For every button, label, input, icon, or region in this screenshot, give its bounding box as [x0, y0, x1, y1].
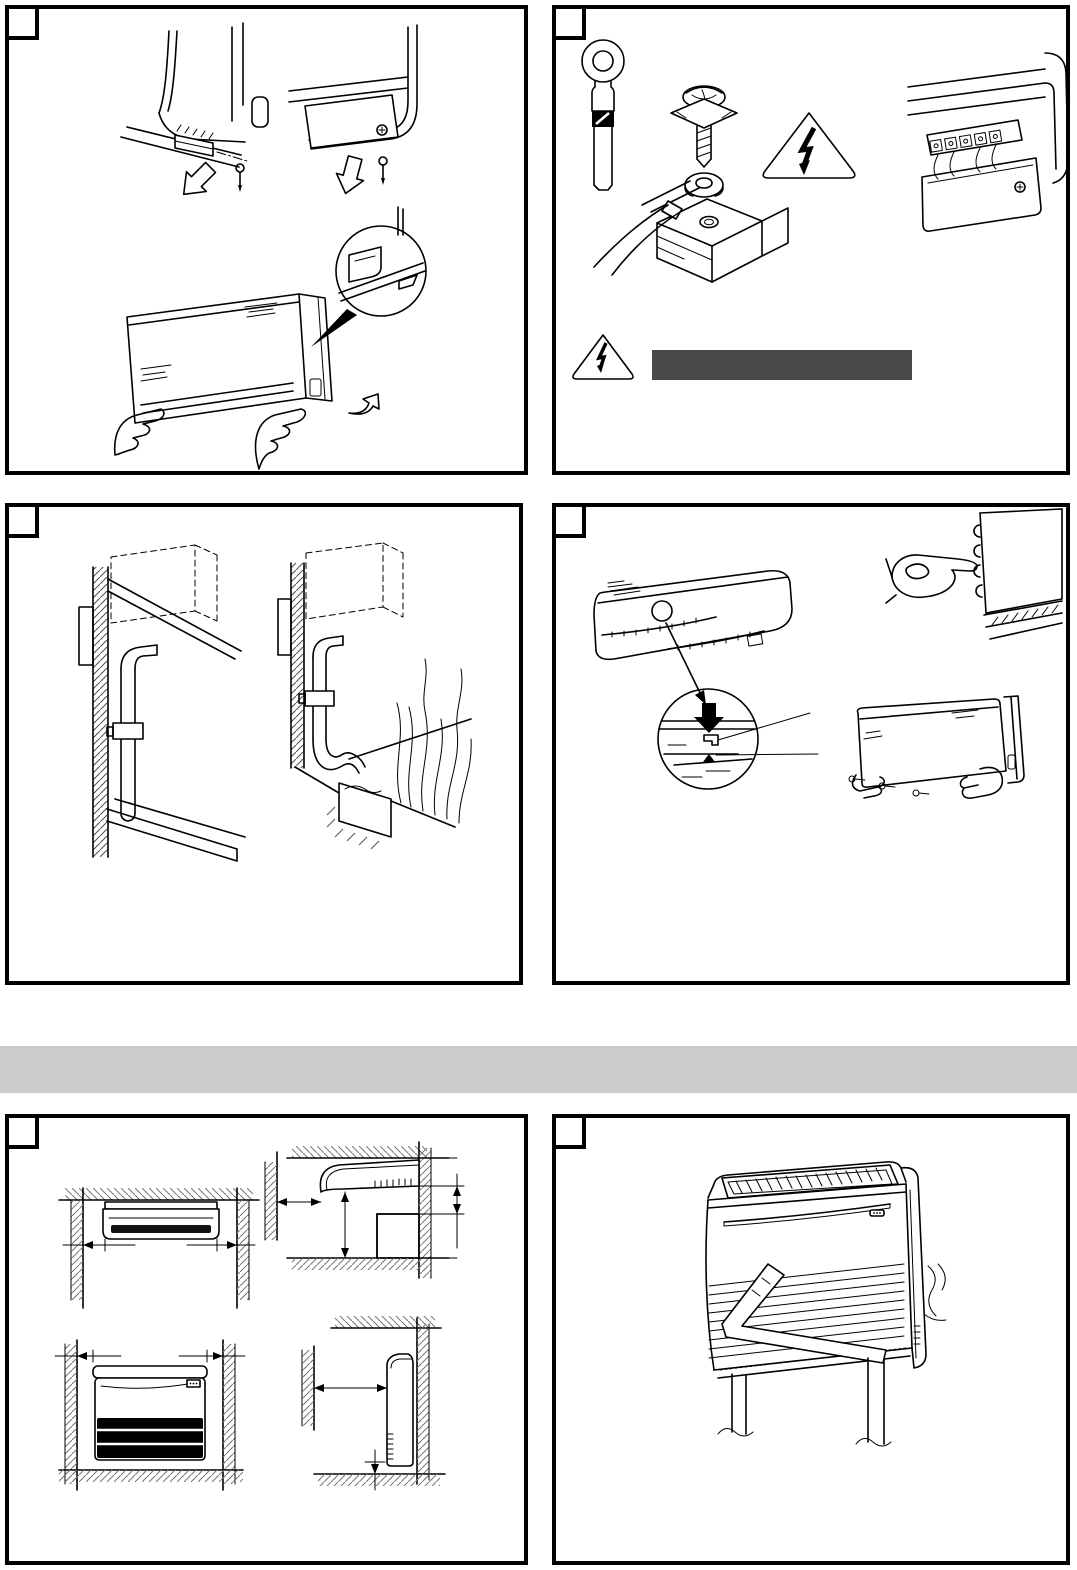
terminal-screw-block-figure — [594, 86, 788, 282]
panel-2-drawing — [556, 9, 1066, 471]
pull-direction-arrow — [332, 154, 369, 197]
unit-bottom-screw-removal-figure — [121, 23, 268, 204]
front-panel-removal-figure — [849, 696, 1024, 798]
figure-panel-4 — [552, 503, 1070, 985]
step-number-box — [9, 1118, 39, 1149]
pull-direction-arrow — [174, 158, 221, 205]
warning-note-bar — [652, 350, 912, 380]
section-divider-bar — [0, 1046, 1077, 1093]
warning-note — [573, 335, 912, 380]
high-voltage-triangle-icon — [573, 335, 633, 379]
front-grille-latch-figure — [594, 571, 818, 789]
panel-4-drawing — [556, 507, 1066, 981]
step-number-box — [556, 9, 586, 40]
panel-1-drawing — [9, 9, 524, 471]
rotate-direction-arrow — [349, 394, 379, 414]
high-voltage-triangle-icon — [763, 113, 855, 178]
screw-icon — [379, 157, 387, 185]
step-number-box — [9, 9, 39, 40]
latch-zoom-circle — [658, 689, 818, 789]
pointing-hand — [886, 555, 977, 603]
figure-panel-6 — [552, 1114, 1070, 1565]
clearance-side-console-figure — [302, 1316, 445, 1490]
clearance-side-obstacle-figure — [265, 1142, 464, 1278]
ring-terminal-figure — [582, 40, 624, 190]
step-number-box — [556, 1118, 586, 1149]
weeds — [397, 659, 471, 823]
clearance-front-console-figure — [55, 1340, 245, 1490]
terminal-cover-open-figure — [908, 53, 1066, 231]
figure-panel-3 — [5, 503, 523, 985]
step-number-box — [9, 507, 39, 538]
hook-detail-zoom-circle — [311, 207, 426, 347]
drain-pipe-wall-figure — [79, 545, 245, 861]
step-number-box — [556, 507, 586, 538]
figure-panel-5 — [5, 1114, 528, 1565]
figure-panel-1 — [5, 5, 528, 475]
clearance-front-ceiling-figure — [59, 1188, 259, 1308]
corner-cover-screw-figure — [289, 25, 417, 197]
screw-icon — [236, 164, 244, 192]
front-grille-lift-figure — [115, 207, 426, 469]
figure-panel-2 — [552, 5, 1070, 475]
right-hand — [256, 409, 306, 469]
heat-exchanger-check-figure — [886, 509, 1062, 639]
panel-6-drawing — [556, 1118, 1066, 1561]
left-hand — [115, 409, 164, 455]
panel-3-drawing — [9, 507, 519, 981]
floor-console-on-stand-figure — [706, 1162, 946, 1446]
panel-5-drawing — [9, 1118, 524, 1561]
drain-pipe-trap-figure — [278, 543, 471, 849]
